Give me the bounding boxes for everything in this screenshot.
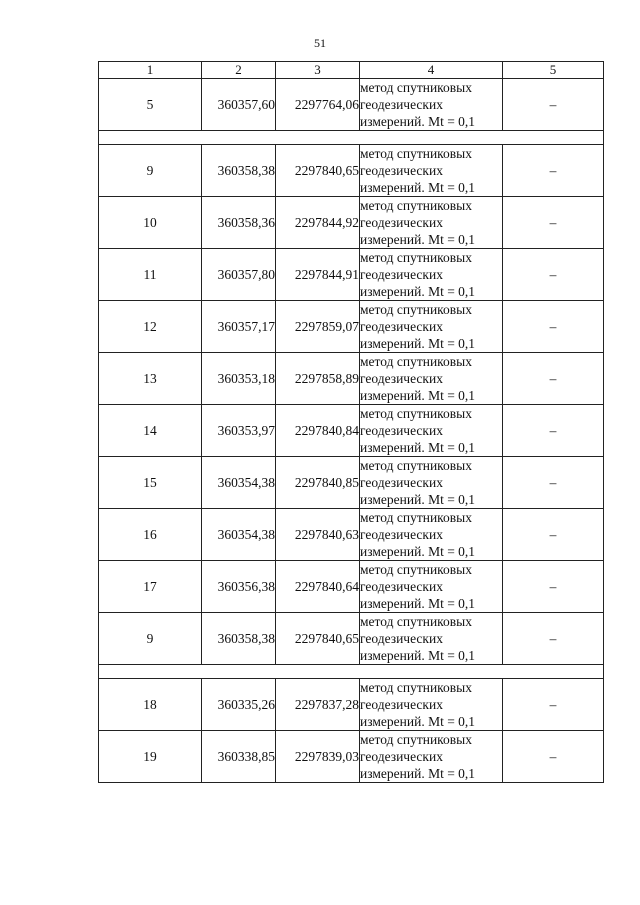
point-number-cell: 10 — [99, 197, 202, 249]
point-number-cell: 14 — [99, 405, 202, 457]
note-cell: – — [503, 249, 604, 301]
method-line: измерений. Mt = 0,1 — [360, 766, 476, 781]
table-row — [99, 145, 604, 197]
method-cell — [360, 405, 503, 457]
point-number-cell: 9 — [99, 145, 202, 197]
separator-cell — [99, 131, 604, 145]
method-line: метод спутниковых — [360, 80, 472, 95]
table-row — [99, 561, 604, 613]
page-number: 51 — [314, 36, 326, 50]
point-number-cell: 16 — [99, 509, 202, 561]
x-coordinate-cell: 360357,80 — [202, 249, 276, 301]
x-coordinate-cell: 360358,38 — [202, 145, 276, 197]
x-coordinate-cell: 360353,97 — [202, 405, 276, 457]
point-number-cell: 19 — [99, 731, 202, 783]
method-cell — [360, 353, 503, 405]
y-coordinate-cell: 2297844,91 — [276, 249, 360, 301]
method-cell — [360, 561, 503, 613]
method-line: измерений. Mt = 0,1 — [360, 284, 476, 299]
method-cell — [360, 457, 503, 509]
x-coordinate-cell: 360357,17 — [202, 301, 276, 353]
point-number-cell: 15 — [99, 457, 202, 509]
x-coordinate-cell: 360358,36 — [202, 197, 276, 249]
table-body — [99, 79, 604, 783]
method-line: измерений. Mt = 0,1 — [360, 544, 476, 559]
x-coordinate-cell: 360354,38 — [202, 509, 276, 561]
method-line: метод спутниковых — [360, 146, 472, 161]
x-coordinate-cell: 360357,60 — [202, 79, 276, 131]
note-cell: – — [503, 145, 604, 197]
method-cell — [360, 145, 503, 197]
method-line: геодезических — [360, 749, 443, 764]
method-line: геодезических — [360, 97, 443, 112]
method-line: метод спутниковых — [360, 614, 472, 629]
note-cell: – — [503, 405, 604, 457]
method-line: измерений. Mt = 0,1 — [360, 440, 476, 455]
x-coordinate-cell: 360353,18 — [202, 353, 276, 405]
table-row — [99, 249, 604, 301]
method-line: метод спутниковых — [360, 198, 472, 213]
y-coordinate-cell: 2297764,06 — [276, 79, 360, 131]
method-line: геодезических — [360, 267, 443, 282]
point-number-cell: 9 — [99, 613, 202, 665]
method-line: метод спутниковых — [360, 406, 472, 421]
method-line: геодезических — [360, 527, 443, 542]
note-cell: – — [503, 731, 604, 783]
method-line: геодезических — [360, 371, 443, 386]
y-coordinate-cell: 2297844,92 — [276, 197, 360, 249]
method-line: измерений. Mt = 0,1 — [360, 492, 476, 507]
method-line: метод спутниковых — [360, 250, 472, 265]
y-coordinate-cell: 2297840,84 — [276, 405, 360, 457]
table-row — [99, 457, 604, 509]
note-cell: – — [503, 613, 604, 665]
method-line: метод спутниковых — [360, 732, 472, 747]
coordinates-table — [98, 61, 604, 783]
method-line: геодезических — [360, 319, 443, 334]
header-col-1: 1 — [99, 62, 202, 79]
note-cell: – — [503, 301, 604, 353]
note-cell: – — [503, 353, 604, 405]
method-line: геодезических — [360, 423, 443, 438]
y-coordinate-cell: 2297858,89 — [276, 353, 360, 405]
method-line: геодезических — [360, 579, 443, 594]
table-row — [99, 613, 604, 665]
note-cell: – — [503, 197, 604, 249]
method-line: измерений. Mt = 0,1 — [360, 180, 476, 195]
table-row — [99, 509, 604, 561]
note-cell: – — [503, 509, 604, 561]
method-cell — [360, 197, 503, 249]
method-line: измерений. Mt = 0,1 — [360, 232, 476, 247]
table-row — [99, 353, 604, 405]
method-line: геодезических — [360, 631, 443, 646]
method-line: измерений. Mt = 0,1 — [360, 336, 476, 351]
y-coordinate-cell: 2297840,65 — [276, 613, 360, 665]
y-coordinate-cell: 2297837,28 — [276, 679, 360, 731]
x-coordinate-cell: 360335,26 — [202, 679, 276, 731]
method-cell — [360, 613, 503, 665]
note-cell: – — [503, 561, 604, 613]
table-header-row — [99, 62, 604, 79]
method-line: измерений. Mt = 0,1 — [360, 648, 476, 663]
method-line: измерений. Mt = 0,1 — [360, 714, 476, 729]
separator-row — [99, 131, 604, 145]
method-line: метод спутниковых — [360, 562, 472, 577]
table-row — [99, 679, 604, 731]
method-line: измерений. Mt = 0,1 — [360, 596, 476, 611]
table-row — [99, 405, 604, 457]
y-coordinate-cell: 2297840,64 — [276, 561, 360, 613]
method-line: геодезических — [360, 215, 443, 230]
table-row — [99, 79, 604, 131]
x-coordinate-cell: 360338,85 — [202, 731, 276, 783]
method-cell — [360, 731, 503, 783]
note-cell: – — [503, 79, 604, 131]
y-coordinate-cell: 2297840,85 — [276, 457, 360, 509]
method-line: измерений. Mt = 0,1 — [360, 114, 476, 129]
method-line: измерений. Mt = 0,1 — [360, 388, 476, 403]
table-row — [99, 197, 604, 249]
method-cell — [360, 79, 503, 131]
point-number-cell: 12 — [99, 301, 202, 353]
table-row — [99, 731, 604, 783]
y-coordinate-cell: 2297840,65 — [276, 145, 360, 197]
y-coordinate-cell: 2297839,03 — [276, 731, 360, 783]
method-line: метод спутниковых — [360, 680, 472, 695]
method-line: метод спутниковых — [360, 302, 472, 317]
x-coordinate-cell: 360358,38 — [202, 613, 276, 665]
point-number-cell: 5 — [99, 79, 202, 131]
note-cell: – — [503, 679, 604, 731]
method-cell — [360, 679, 503, 731]
point-number-cell: 13 — [99, 353, 202, 405]
method-line: геодезических — [360, 163, 443, 178]
method-line: метод спутниковых — [360, 510, 472, 525]
point-number-cell: 18 — [99, 679, 202, 731]
method-line: метод спутниковых — [360, 354, 472, 369]
x-coordinate-cell: 360356,38 — [202, 561, 276, 613]
x-coordinate-cell: 360354,38 — [202, 457, 276, 509]
method-line: геодезических — [360, 475, 443, 490]
separator-cell — [99, 665, 604, 679]
header-col-5: 5 — [503, 62, 604, 79]
y-coordinate-cell: 2297859,07 — [276, 301, 360, 353]
method-cell — [360, 301, 503, 353]
method-cell — [360, 249, 503, 301]
note-cell: – — [503, 457, 604, 509]
method-line: метод спутниковых — [360, 458, 472, 473]
point-number-cell: 11 — [99, 249, 202, 301]
header-col-4: 4 — [360, 62, 503, 79]
y-coordinate-cell: 2297840,63 — [276, 509, 360, 561]
method-cell — [360, 509, 503, 561]
header-col-2: 2 — [202, 62, 276, 79]
table-row — [99, 301, 604, 353]
separator-row — [99, 665, 604, 679]
point-number-cell: 17 — [99, 561, 202, 613]
method-line: геодезических — [360, 697, 443, 712]
header-col-3: 3 — [276, 62, 360, 79]
